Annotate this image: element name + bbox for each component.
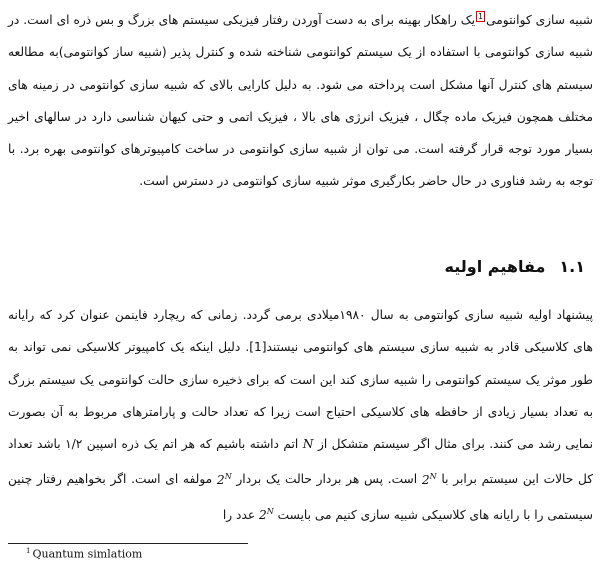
- text-run: . دلیل اینکه یک کامپیوتر کلاسیکی نمی تواند به طور موثر یک سیستم کوانتومی را شبیه سازی کند این است که برای ذخیره سازی حالت کوانتومی یک سیستم بزرگ به تعداد بسیار زیادی از حافظه های کلاسیکی احتیاج است زیرا که تعداد حالت و پارامترهای مربوط به آن بصورت نمایی رشد می کنند. برای مثال اگر سیستم متشکل از: [8, 340, 593, 452]
- text-run: یک راهکار بهینه برای به دست آوردن رفتار فیزیکی سیستم های بزرگ و بس ذره ای است. در شبیه سازی کوانتومی با استفاده از یک سیستم کوانتومی شناخته شده و کنترل پذیر (شبیه ساز کوانتومی)به مطالعه سیستم های کنترل آنها مشکل است پرداخته می شود. به دلیل کارایی بالای که شبیه سازی کوانتومی در زمینه های مختلف همچون فیزیک ماده چگال ، فیزیک انرژی های بالا ، فیزیک اتمی و حتی کیهان شناسی دارد در سالهای اخیر بسیار مورد توجه قرار گرفته است. می توان از شبیه سازی کوانتومی در ساخت کامپیوترهای کوانتومی بهره برد. با توجه به رشد فناوری در حال حاضر بکارگیری موثر شبیه سازی کوانتومی در دسترس است.: [8, 13, 593, 189]
- section-number: ۱.۱: [559, 257, 585, 276]
- intro-paragraph: [8, 4, 593, 198]
- section-title: مفاهیم اولیه: [444, 257, 546, 276]
- footnote-reference[interactable]: 1: [478, 11, 484, 21]
- text-run: عدد را: [222, 507, 256, 522]
- text-run: مولفه ای است. اگر بخواهیم رفتار چنین سیستمی را با رایانه های کلاسیکی شبیه سازی کنیم می بایست: [8, 472, 593, 522]
- footnote-number: 1: [26, 547, 31, 555]
- text-run: پیشنهاد اولیه شبیه سازی کوانتومی به سال ۱۹۸۰میلادی برمی گردد. زمانی که ریچارد فاینمن عنوان کرد که رایانه های کلاسیکی قادر به شبیه سازی سیستم های کوانتومی نیستند: [8, 308, 593, 355]
- math-2-pow-n: [259, 508, 274, 522]
- math-base: 2: [216, 472, 225, 487]
- footnote: [26, 544, 142, 562]
- footnote-text: Quantum simlatiom: [32, 547, 143, 561]
- basics-paragraph: [8, 299, 593, 531]
- document-page: [8, 0, 593, 561]
- math-base: 2: [421, 472, 430, 487]
- text-run: است. پس هر بردار حالت یک بردار: [236, 472, 418, 487]
- math-2-pow-n: [422, 473, 437, 487]
- section-heading: [445, 257, 585, 276]
- math-2-pow-n: [217, 473, 232, 487]
- math-exponent: N: [224, 471, 232, 481]
- text-run: شبیه سازی کوانتومی: [486, 13, 593, 27]
- citation[interactable]: [1]: [249, 340, 267, 355]
- math-exponent: N: [266, 506, 274, 516]
- math-base: 2: [259, 507, 267, 522]
- math-exponent: N: [429, 471, 437, 481]
- text-run: اتم داشته باشیم که هر اتم یک ذره اسپین ۱/۲ باشد تعداد کل حالات این سیستم برابر با: [8, 437, 594, 487]
- math-n: N: [302, 437, 314, 452]
